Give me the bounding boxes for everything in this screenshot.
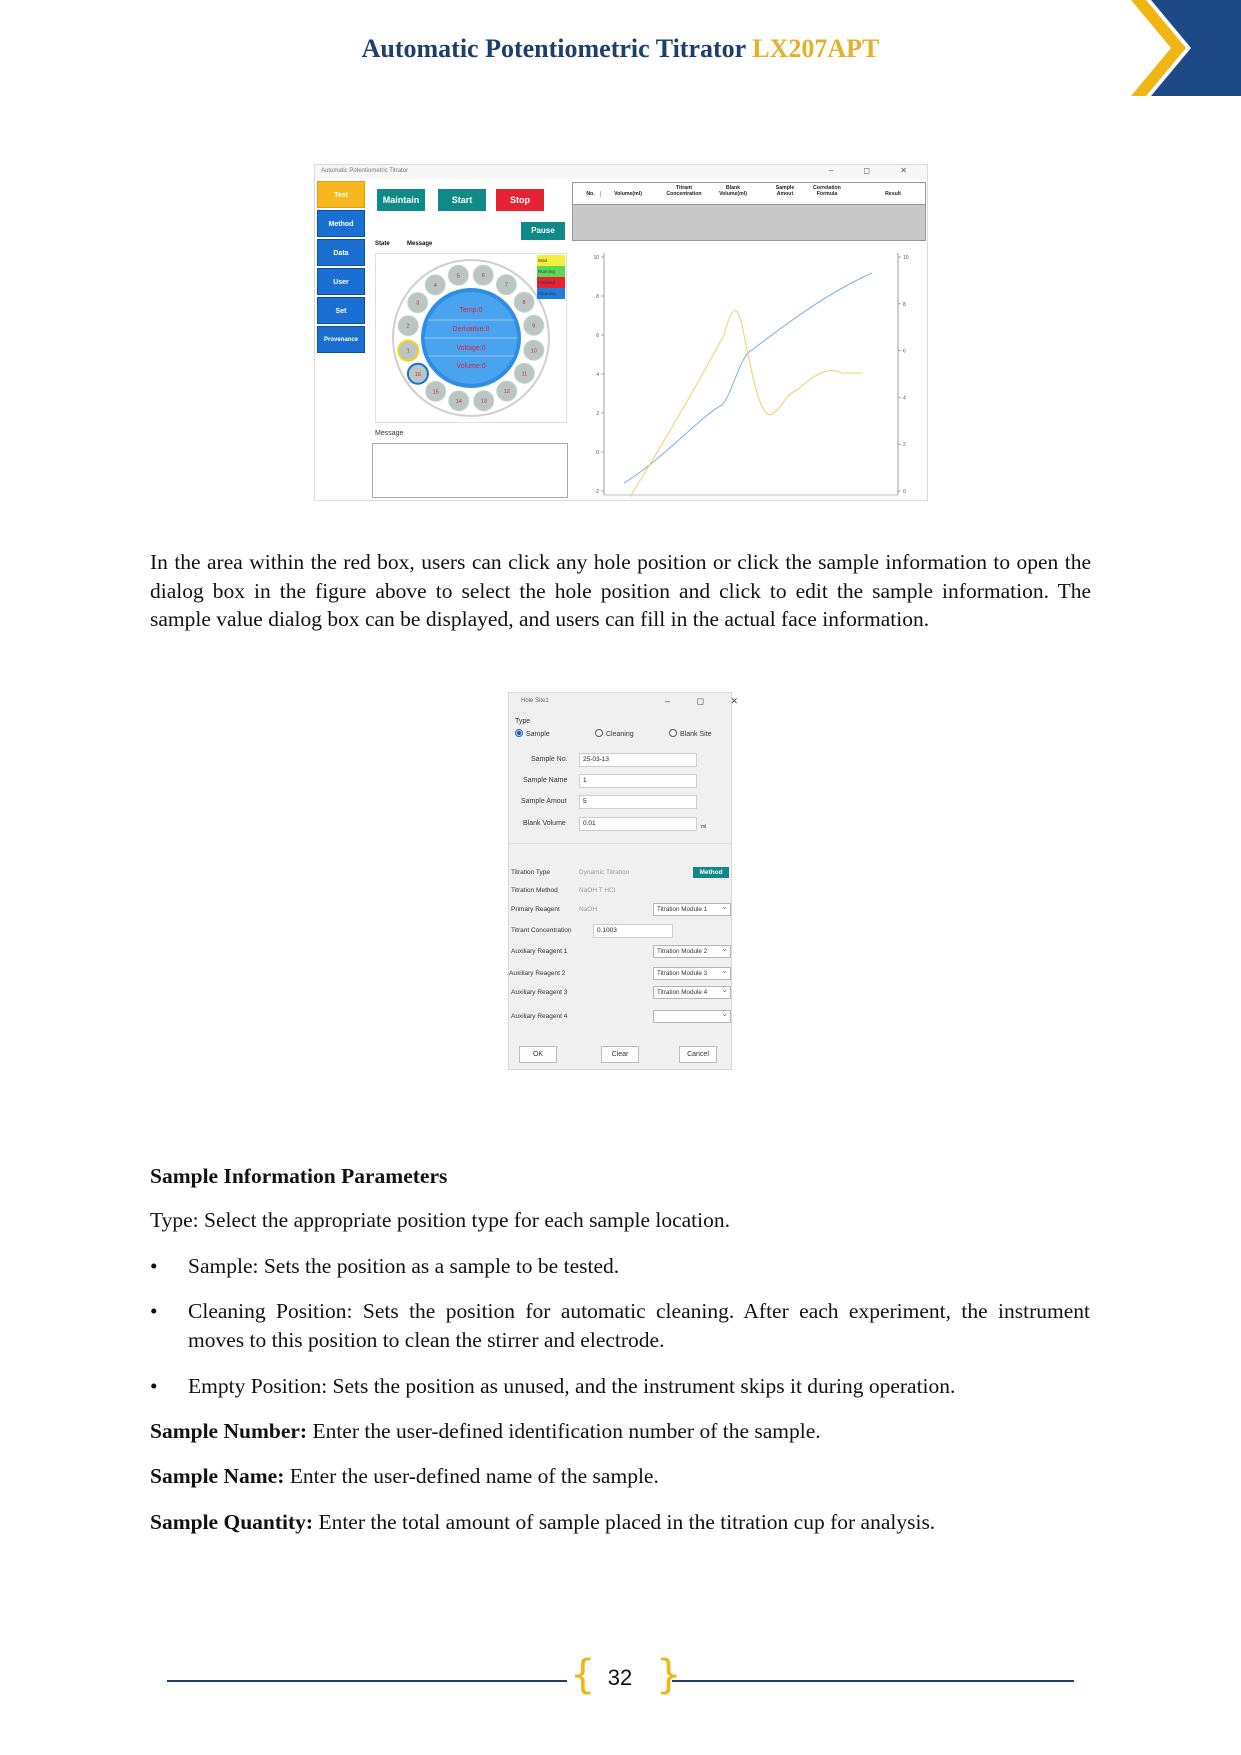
ok-button[interactable]: OK (519, 1046, 557, 1063)
tab-user[interactable]: User (317, 268, 365, 295)
bullet-cleaning-text: Cleaning Position: Sets the position for automatic cleaning. After each experiment, the instrument moves to this position to clean the stirrer and electrode. (188, 1299, 1090, 1352)
axis-tick-label: 0 (903, 489, 906, 495)
bullet-sample-text: Sample: Sets the position as a sample to be tested. (188, 1254, 620, 1278)
titration-type-value: Dynamic Titration (579, 869, 630, 876)
clear-button[interactable]: Clear (601, 1046, 639, 1063)
definition-term: Sample Number: (150, 1419, 308, 1443)
header-chevron-decoration (941, 0, 1241, 96)
axis-tick-label: 10 (903, 255, 909, 261)
blank-volume-unit: ml (701, 824, 707, 830)
auxiliary-reagent-4-label: Auxiliary Reagent 4 (511, 1013, 568, 1020)
bullet-sample (150, 1252, 1090, 1282)
col-result: Result (885, 191, 901, 197)
product-model: LX207APT (752, 34, 880, 63)
titrant-concentration-input[interactable]: 0.1003 (593, 924, 673, 938)
carousel-hole-label: 1 (406, 348, 410, 355)
carousel-hole-label: 5 (456, 273, 460, 280)
legend-running: Running (537, 266, 565, 277)
right-brace-icon: } (656, 1652, 682, 1698)
radio-cleaning[interactable] (595, 729, 634, 738)
titration-method-value: NaOH T HCl (579, 887, 616, 894)
radio-sample-icon (515, 729, 523, 737)
radio-cleaning-icon (595, 729, 603, 737)
radio-blank-site-label: Blank Site (680, 731, 712, 738)
sample-no-label: Sample No. (531, 756, 568, 763)
voltage-readout: Voltage:0 (456, 345, 486, 352)
carousel-hole-label: 3 (416, 300, 420, 307)
instruction-paragraph: In the area within the red box, users can click any hole position or click the sample information to open the dialog box in the figure above to select the hole position and click to edit the sample information. The sample value dialog box can be displayed, and users can fill in the actual face information. (150, 550, 1091, 631)
hole-site-dialog-screenshot (508, 692, 751, 1070)
auxiliary-reagent-3-label: Auxiliary Reagent 3 (511, 989, 568, 996)
definition-text: Enter the user-defined name of the sample. (284, 1464, 659, 1488)
auxiliary-reagent-3-select[interactable]: Titration Module 4 ⌄ (653, 986, 731, 999)
carousel-hole-label: 16 (414, 371, 421, 378)
stop-button[interactable]: Stop (496, 189, 544, 211)
auxiliary-reagent-1-label: Auxiliary Reagent 1 (511, 948, 568, 955)
legend-cleaning: Cleaning (537, 288, 565, 299)
definition-text: Enter the total amount of sample placed in the titration cup for analysis. (313, 1510, 936, 1534)
state-label: State (375, 241, 390, 247)
dialog-title: Hole Site1 (521, 698, 549, 704)
status-legend (537, 255, 565, 299)
definition-sample-number (150, 1417, 1090, 1446)
bullet-dot-icon: • (150, 1374, 158, 1398)
carousel-hole-label: 6 (481, 273, 485, 280)
radio-cleaning-label: Cleaning (606, 731, 634, 738)
col-no: No. (581, 191, 601, 197)
window-controls[interactable]: – ◻ ✕ (828, 166, 921, 175)
titrant-concentration-label: Titrant Concentration (511, 927, 572, 934)
auxiliary-reagent-1-select[interactable]: Titration Module 2 ⌄ (653, 945, 731, 958)
sample-amount-label: Sample Amout (521, 798, 567, 805)
bullet-dot-icon: • (150, 1299, 158, 1323)
definition-term: Sample Name: (150, 1464, 285, 1488)
derivative-readout: Derivative:0 (452, 326, 490, 333)
footer-rule-right (672, 1680, 1074, 1682)
message-box[interactable] (372, 443, 568, 498)
titration-type-label: Titration Type (511, 869, 551, 876)
col-correlation-formula: Correlation Formula (813, 185, 841, 197)
sample-amount-input[interactable]: 5 (579, 795, 697, 809)
legend-wait: Wait (537, 255, 565, 266)
type-description: Type: Select the appropriate position type for each sample location. (150, 1208, 730, 1232)
axis-tick-label: 6 (903, 348, 906, 355)
definition-term: Sample Quantity: (150, 1510, 314, 1534)
radio-blank-site-icon (669, 729, 677, 737)
tab-method[interactable]: Method (317, 210, 365, 237)
sample-name-input[interactable]: 1 (579, 774, 697, 788)
dialog-divider (509, 843, 731, 844)
sidebar-tabs (317, 181, 367, 355)
definition-text: Enter the user-defined identification number of the sample. (307, 1419, 821, 1443)
start-button[interactable]: Start (438, 189, 486, 211)
definition-sample-name (150, 1462, 1090, 1491)
volume-readout: Volume:0 (456, 363, 486, 370)
col-volume: Volume(ml) (614, 191, 642, 197)
axis-tick-label: 4 (903, 395, 906, 402)
auxiliary-reagent-2-select[interactable]: Titration Module 3 ⌄ (653, 967, 731, 980)
window-title: Automatic Potentiometric Titrator (321, 168, 409, 174)
legend-finished: Finished (537, 277, 565, 288)
results-table (572, 182, 926, 241)
bullet-empty-text: Empty Position: Sets the position as unused, and the instrument skips it during operation. (188, 1374, 956, 1398)
footer-rule-left (167, 1680, 567, 1682)
col-sample-amount: Sample Amout (775, 185, 795, 197)
axis-tick-label: 8 (903, 301, 906, 308)
carousel-hole-label: 2 (406, 323, 410, 330)
axis-tick-label: 6 (596, 333, 599, 339)
auxiliary-reagent-4-select[interactable] (653, 1010, 731, 1023)
primary-reagent-label: Primary Reagent (511, 906, 560, 913)
carousel-hole-label: 14 (455, 398, 462, 405)
carousel-hole-label: 11 (521, 371, 528, 378)
temp-readout: Temp:0 (459, 307, 483, 314)
carousel-hole-label: 10 (530, 348, 537, 355)
primary-reagent-module-select[interactable]: Titration Module 1 ⌄ (653, 903, 731, 916)
page-number: 32 (607, 1665, 633, 1690)
titration-curve-chart (572, 245, 926, 498)
message-box-label: Message (375, 430, 404, 437)
carousel-hole-label: 15 (432, 389, 439, 396)
axis-tick-label: -2 (594, 489, 599, 495)
message-header: Message (407, 241, 433, 247)
radio-blank-site[interactable] (669, 729, 712, 738)
axis-tick-label: 2 (596, 411, 599, 417)
bullet-empty (150, 1372, 1090, 1402)
tab-data[interactable]: Data (317, 239, 365, 266)
carousel-hole-label: 9 (532, 323, 536, 330)
titrator-main-screenshot (314, 164, 928, 501)
axis-tick-label: 10 (593, 255, 599, 261)
carousel-hole-label: 7 (504, 282, 508, 289)
blank-volume-input[interactable]: 0.01 (579, 817, 697, 831)
axis-tick-label: 0 (596, 450, 599, 456)
auxiliary-reagent-2-label: Auxiliary Reagent 2 (509, 970, 566, 977)
carousel-hole-label: 8 (522, 300, 526, 307)
radio-sample[interactable] (515, 729, 550, 738)
axis-tick-label: 4 (596, 372, 599, 378)
tab-provenance[interactable]: Provenance (317, 326, 365, 353)
axis-tick-label: 2 (903, 442, 906, 449)
dialog-window-controls[interactable]: – ◻ ✕ (665, 696, 751, 706)
axis-tick-label: 8 (596, 294, 599, 300)
col-blank-volume: Blank Volume(ml) (719, 185, 747, 197)
results-table-header (573, 183, 925, 205)
bullet-dot-icon: • (150, 1254, 158, 1278)
sample-no-input[interactable]: 25-03-13 (579, 753, 697, 767)
tab-test[interactable]: Test (317, 181, 365, 208)
definition-sample-quantity (150, 1508, 1090, 1537)
sample-name-label: Sample Name (523, 777, 568, 784)
tab-set[interactable]: Set (317, 297, 365, 324)
carousel-hole-label: 13 (480, 398, 487, 405)
type-label: Type (515, 718, 531, 725)
radio-sample-label: Sample (526, 731, 550, 738)
left-brace-icon: { (570, 1652, 596, 1698)
section-heading: Sample Information Parameters (150, 1164, 448, 1188)
cancel-button[interactable]: Cancel (679, 1046, 717, 1063)
pause-button[interactable]: Pause (521, 222, 565, 240)
primary-reagent-value: NaOH (579, 906, 598, 913)
carousel-hole-label: 4 (433, 282, 437, 289)
bullet-cleaning (150, 1297, 1090, 1357)
blank-volume-label: Blank Volume (523, 820, 566, 827)
method-button[interactable]: Method (693, 867, 729, 878)
col-titrant-concentration: Titrant Concentration (666, 185, 702, 197)
maintain-button[interactable]: Maintain (377, 189, 425, 211)
product-name: Automatic Potentiometric Titrator (361, 34, 746, 63)
carousel-hole-label: 12 (503, 389, 510, 396)
voltage-curve (624, 273, 872, 483)
titration-method-label: Titration Method (511, 887, 558, 894)
derivative-curve (630, 311, 862, 497)
